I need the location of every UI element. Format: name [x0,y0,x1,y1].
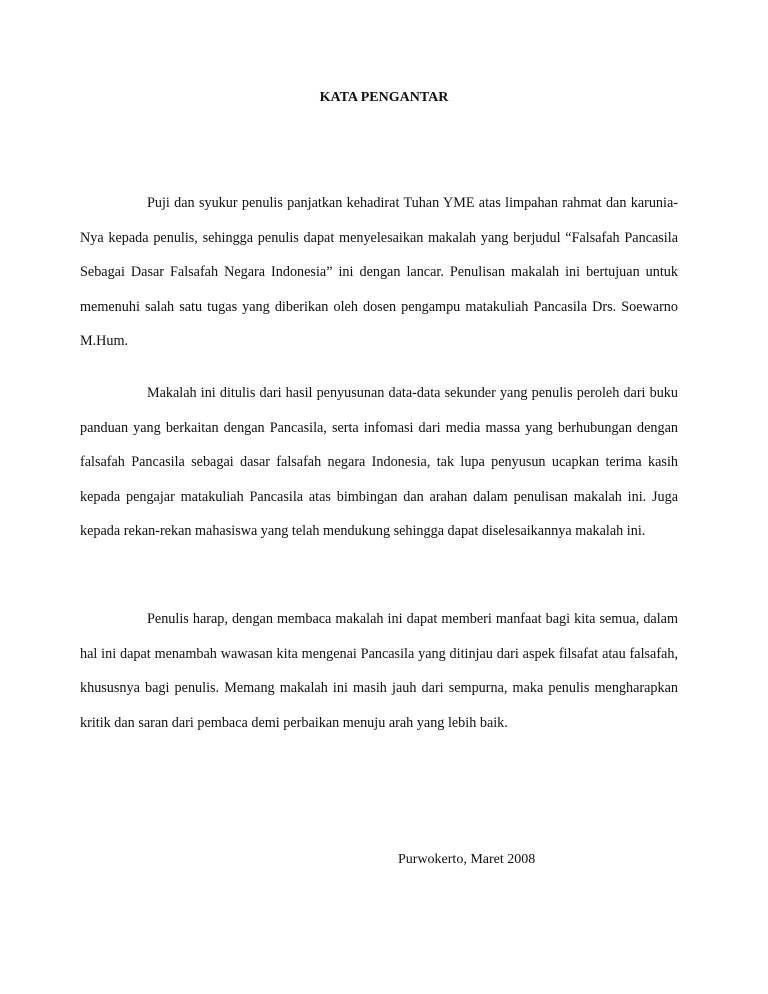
place-date-signoff: Purwokerto, Maret 2008 [398,852,536,867]
paragraph-1: Puji dan syukur penulis panjatkan kehadirat Tuhan YME atas limpahan rahmat dan karunia-Nya kepada penulis, sehingga penulis dapat menyelesaikan makalah yang berjudul “Falsafah Pancasila Sebagai Dasar Falsafah Negara Indonesia” ini dengan lancar. Penulisan makalah ini bertujuan untuk memenuhi salah satu tugas yang diberikan oleh dosen pengampu matakuliah Pancasila Drs. Soewarno M.Hum. [80,195,678,350]
page-title: KATA PENGANTAR [319,90,449,105]
paragraph-2: Makalah ini ditulis dari hasil penyusunan data-data sekunder yang penulis peroleh dari buku panduan yang berkaitan dengan Pancasila, serta infomasi dari media massa yang berhubungan dengan falsafah Pancasila sebagai dasar falsafah negara Indonesia, tak lupa penyusun ucapkan terima kasih kepada pengajar matakuliah Pancasila atas bimbingan dan arahan dalam penulisan makalah ini. Juga kepada rekan-rekan mahasiswa yang telah mendukung sehingga dapat diselesaikannya makalah ini. [80,385,678,540]
paragraph-3: Penulis harap, dengan membaca makalah ini dapat memberi manfaat bagi kita semua, dalam hal ini dapat menambah wawasan kita mengenai Pancasila yang ditinjau dari aspek filsafat atau falsafah, khususnya bagi penulis. Memang makalah ini masih jauh dari sempurna, maka penulis mengharapkan kritik dan saran dari pembaca demi perbaikan menuju arah yang lebih baik. [80,611,678,731]
